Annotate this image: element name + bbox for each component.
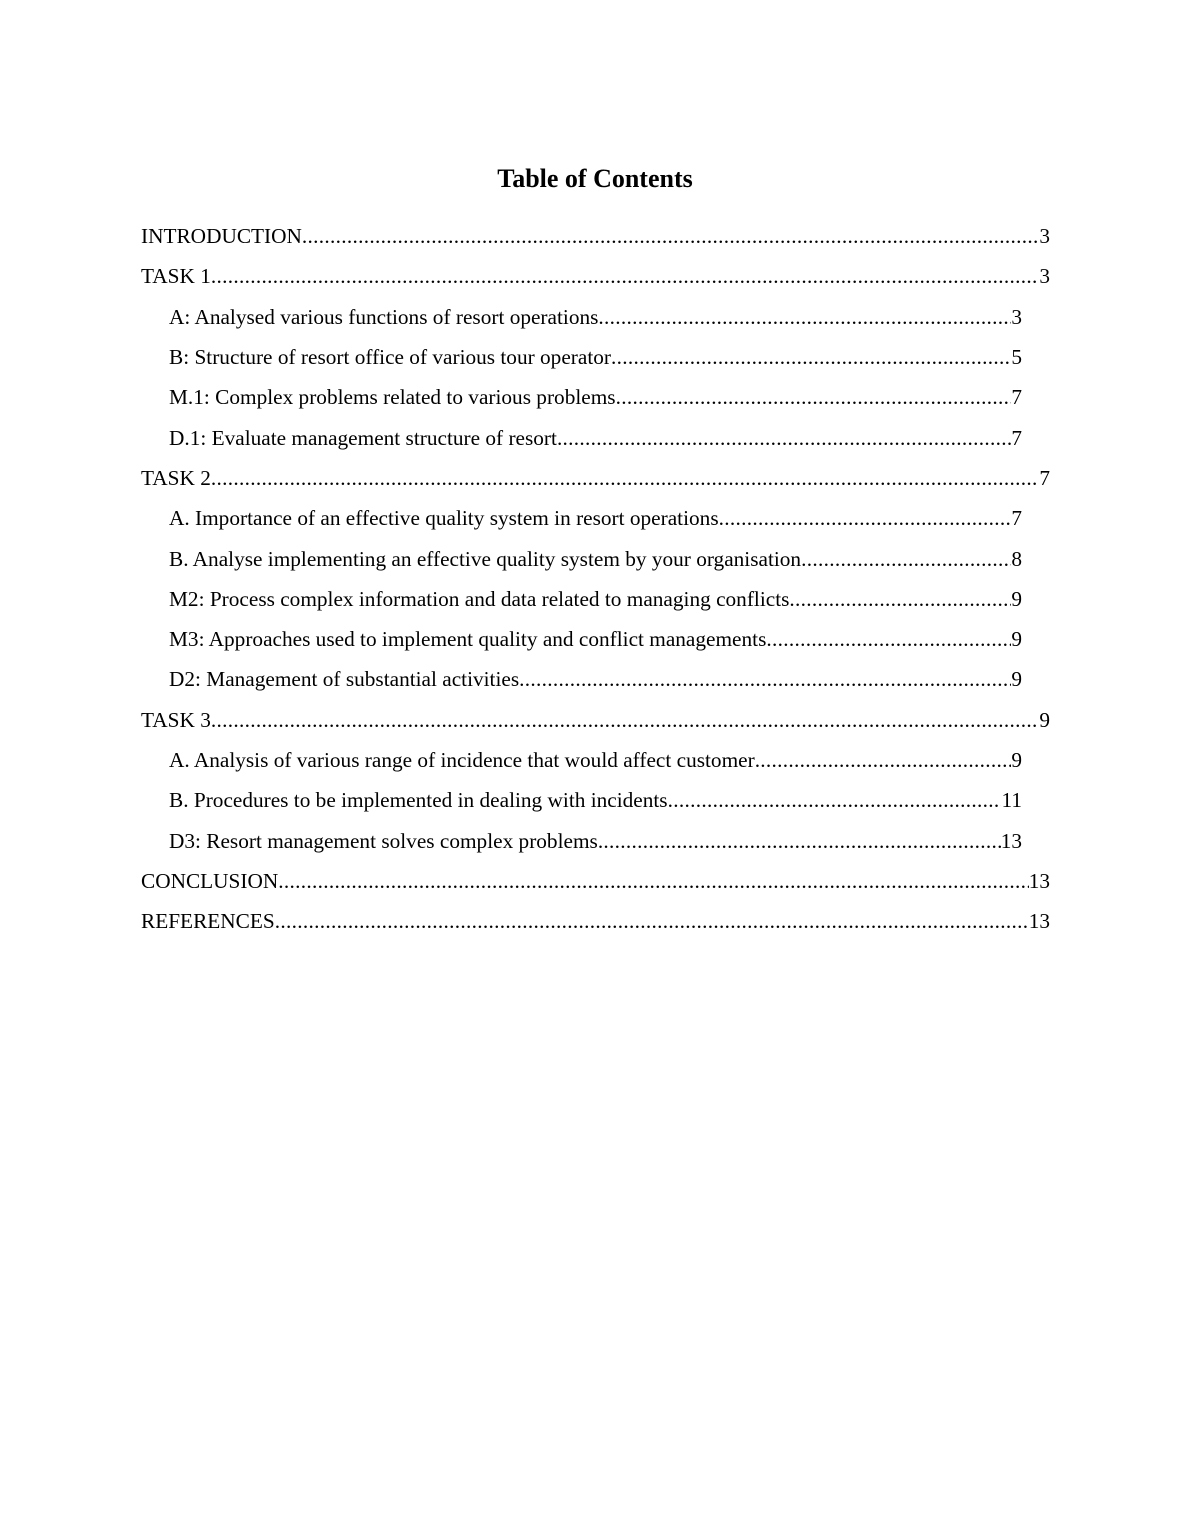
- toc-entry[interactable]: [169, 820, 1022, 860]
- toc-entry[interactable]: [141, 458, 1050, 498]
- toc-entry[interactable]: [169, 538, 1022, 578]
- toc-dot-leader: [211, 707, 1039, 733]
- toc-entry[interactable]: [169, 780, 1022, 820]
- toc-entry-label: A: Analysed various functions of resort operations: [169, 304, 599, 329]
- toc-dot-leader: [557, 425, 1011, 451]
- toc-dot-leader: [275, 908, 1029, 934]
- toc-entry[interactable]: [169, 579, 1022, 619]
- toc-entry[interactable]: [169, 740, 1022, 780]
- toc-dot-leader: [789, 586, 1011, 612]
- toc-entry[interactable]: [169, 297, 1022, 337]
- toc-dot-leader: [598, 828, 1001, 854]
- toc-entry-page-number: 7: [1011, 385, 1022, 410]
- toc-entry-label: D3: Resort management solves complex problems: [169, 828, 598, 853]
- toc-entry[interactable]: [169, 337, 1022, 377]
- toc-entry[interactable]: [169, 377, 1022, 417]
- toc-entry[interactable]: [141, 901, 1050, 941]
- toc-entry-page-number: 9: [1011, 627, 1022, 652]
- toc-dot-leader: [611, 344, 1011, 370]
- toc-entry-page-number: 13: [1000, 828, 1022, 853]
- toc-list: [0, 216, 1190, 941]
- toc-entry[interactable]: [169, 417, 1022, 457]
- toc-dot-leader: [598, 304, 1011, 330]
- toc-dot-leader: [755, 747, 1012, 773]
- toc-title: Table of Contents: [497, 164, 693, 193]
- toc-entry-page-number: 9: [1011, 748, 1022, 772]
- toc-entry-label: D2: Management of substantial activities: [169, 667, 520, 692]
- toc-entry-page-number: 9: [1039, 707, 1050, 732]
- toc-entry-page-number: 3: [1039, 224, 1050, 249]
- toc-entry-label: M2: Process complex information and data related to managing conflicts: [169, 586, 790, 611]
- toc-entry-label: B. Procedures to be implemented in dealing with incidents: [169, 788, 668, 813]
- toc-entry-label: B. Analyse implementing an effective quality system by your organisation: [169, 546, 802, 571]
- toc-entry-page-number: 9: [1011, 667, 1022, 692]
- toc-entry[interactable]: [141, 216, 1050, 256]
- toc-entry-page-number: 7: [1011, 506, 1022, 531]
- toc-dot-leader: [211, 263, 1039, 289]
- toc-entry-page-number: 7: [1011, 425, 1022, 450]
- toc-dot-leader: [211, 465, 1039, 491]
- toc-entry-label: M.1: Complex problems related to various problems: [169, 385, 616, 410]
- toc-entry-page-number: 13: [1028, 868, 1050, 893]
- toc-entry-label: INTRODUCTION: [141, 224, 302, 249]
- toc-entry-page-number: 3: [1039, 264, 1050, 289]
- toc-entry[interactable]: [169, 659, 1022, 699]
- toc-dot-leader: [719, 505, 1012, 531]
- toc-entry-label: TASK 1: [141, 264, 211, 289]
- toc-entry-label: TASK 3: [141, 707, 211, 732]
- toc-entry-label: A. Analysis of various range of incidence that would affect customer: [169, 748, 755, 772]
- toc-entry-page-number: 5: [1011, 345, 1022, 370]
- toc-entry[interactable]: [169, 498, 1022, 538]
- toc-entry-label: M3: Approaches used to implement quality and conflict managements: [169, 627, 767, 652]
- toc-entry[interactable]: [169, 619, 1022, 659]
- toc-entry-label: CONCLUSION: [141, 868, 279, 893]
- toc-entry-label: TASK 2: [141, 465, 211, 490]
- toc-entry[interactable]: [141, 256, 1050, 296]
- toc-entry-label: B: Structure of resort office of various tour operator: [169, 345, 611, 370]
- toc-dot-leader: [668, 787, 1002, 813]
- toc-entry-page-number: 3: [1011, 304, 1022, 329]
- toc-dot-leader: [519, 666, 1011, 692]
- toc-entry-label: D.1: Evaluate management structure of resort: [169, 425, 557, 450]
- toc-entry-label: REFERENCES: [141, 909, 275, 934]
- toc-entry-label: A. Importance of an effective quality system in resort operations: [169, 506, 719, 531]
- toc-entry[interactable]: [141, 700, 1050, 740]
- toc-entry-page-number: 7: [1039, 465, 1050, 490]
- toc-entry-page-number: 13: [1028, 909, 1050, 934]
- toc-dot-leader: [766, 626, 1011, 652]
- toc-entry-page-number: 11: [1001, 788, 1022, 813]
- toc-dot-leader: [302, 223, 1039, 249]
- toc-dot-leader: [801, 546, 1011, 572]
- toc-entry-page-number: 8: [1011, 546, 1022, 571]
- toc-dot-leader: [278, 868, 1028, 894]
- toc-entry-page-number: 9: [1011, 586, 1022, 611]
- toc-dot-leader: [616, 384, 1012, 410]
- toc-entry[interactable]: [141, 861, 1050, 901]
